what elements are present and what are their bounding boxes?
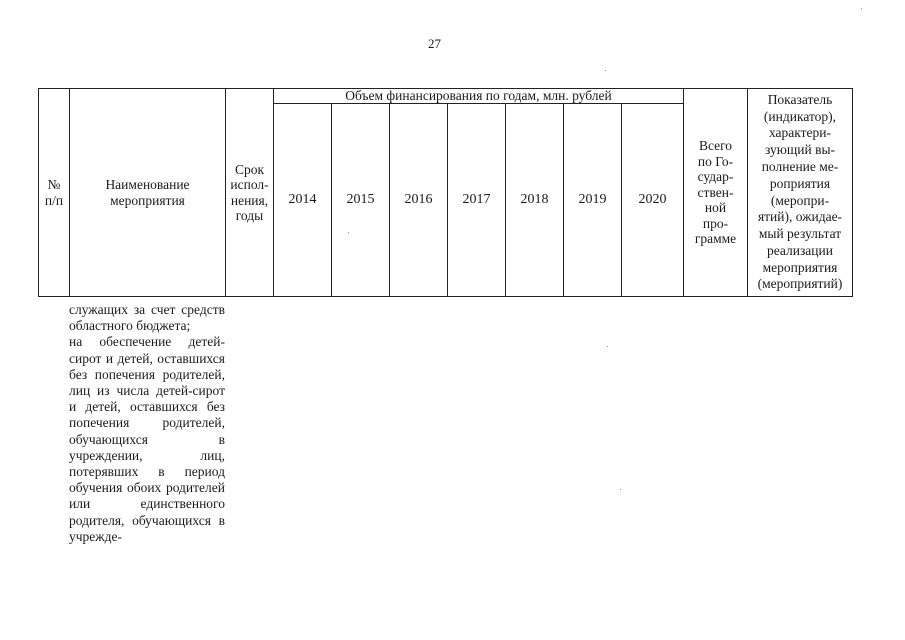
header-term: Срок испол- нения, годы — [226, 89, 274, 297]
scan-speck — [605, 70, 606, 71]
scan-speck — [620, 489, 621, 490]
funding-table — [38, 88, 853, 297]
header-funding: Объем финансирования по годам, млн. рублей — [274, 89, 684, 104]
header-total: Всего по Го- судар- ствен- ной про- грамме — [684, 89, 748, 297]
header-name: Наименование мероприятия — [70, 89, 226, 297]
header-year: 2016 — [390, 104, 448, 297]
continuation-paragraph: служащих за счет средств областного бюджета; — [69, 302, 225, 334]
header-indicator: Показатель (индикатор), характери- зующий вы- полнение ме- роприятия (меропри- ятий), ожидае- мый результат реализации мероприятия (мероприятий) — [748, 89, 853, 297]
header-year: 2018 — [506, 104, 564, 297]
header-year: 2017 — [448, 104, 506, 297]
header-year: 2015 — [332, 104, 390, 297]
scan-speck — [861, 8, 862, 9]
header-year: 2014 — [274, 104, 332, 297]
header-year: 2019 — [564, 104, 622, 297]
continuation-paragraph: на обеспечение детей-сирот и детей, оставшихся без попечения родителей, лиц из числа детей-сирот и детей, оставшихся без попечения родителей, обучающихся в учреждении, лиц, потерявших в период обучения обоих родителей или единственного родителя, обучающихся в учрежде- — [69, 334, 225, 544]
scan-speck — [348, 232, 349, 233]
header-year: 2020 — [622, 104, 684, 297]
continuation-text — [69, 302, 225, 545]
header-number: № п/п — [39, 89, 70, 297]
scan-speck — [607, 346, 608, 347]
page-number: 27 — [428, 36, 441, 51]
